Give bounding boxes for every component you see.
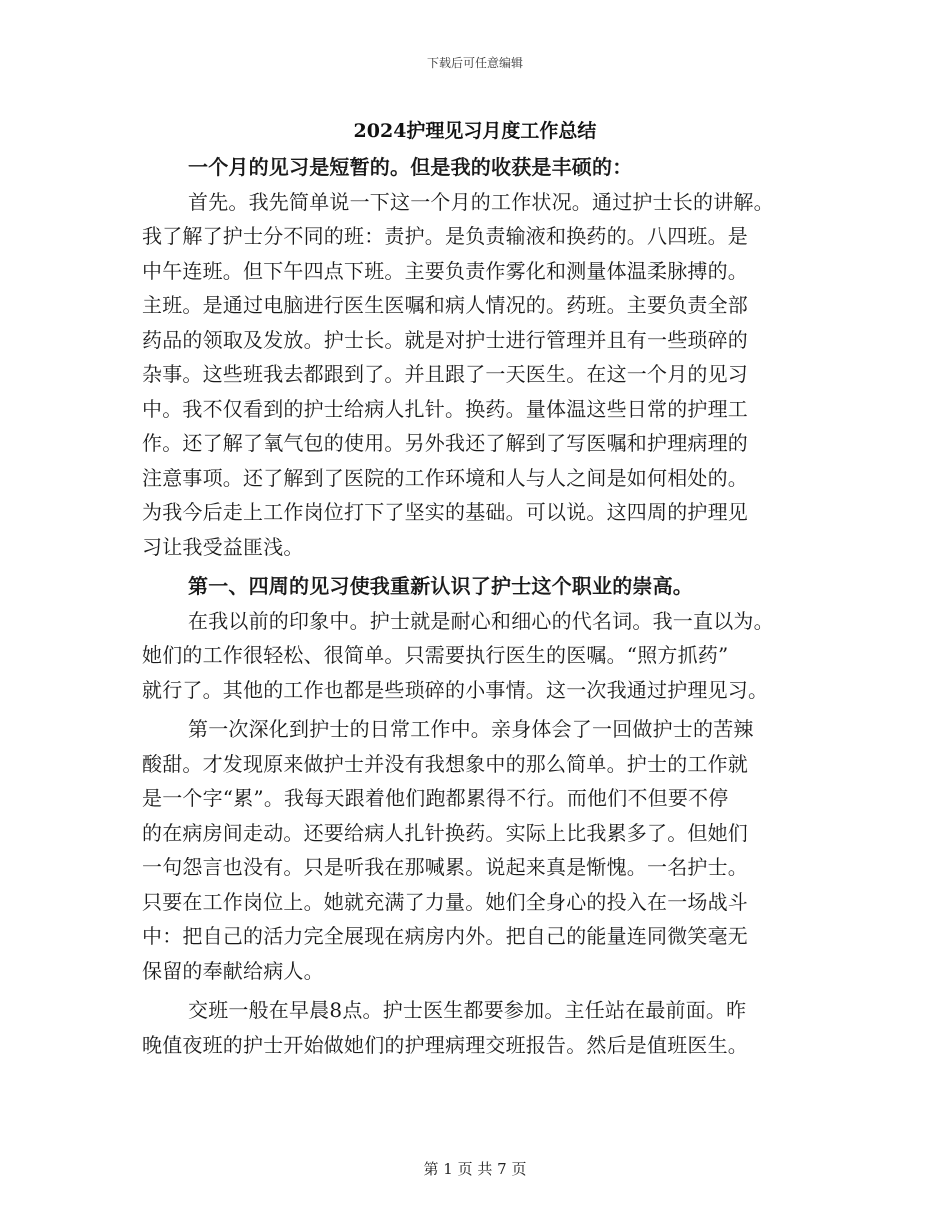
intro-heading: 一个月的见习是短暂的。但是我的收获是丰硕的： (188, 155, 633, 179)
paragraph-line: 注意事项。还了解到了医院的工作环境和人与人之间是如何相处的。 (142, 465, 748, 490)
paragraph-line: 主班。是通过电脑进行医生医嘱和病人情况的。药班。主要负责全部 (142, 293, 748, 317)
paragraph-line: 只要在工作岗位上。她就充满了力量。她们全身心的投入在一场战斗 (142, 889, 748, 914)
paragraph-line: 晚值夜班的护士开始做她们的护理病理交班报告。然后是值班医生。 (142, 1032, 748, 1057)
paragraph-line: 杂事。这些班我去都跟到了。并且跟了一天医生。在这一个月的见习 (142, 362, 748, 386)
paragraph-line: 我了解了护士分不同的班：责护。是负责输液和换药的。八四班。是 (142, 224, 748, 248)
paragraph-line: 是一个字“累”。我每天跟着他们跑都累得不行。而他们不但要不停 (142, 786, 729, 810)
paragraph-line: 第一次深化到护士的日常工作中。亲身体会了一回做护士的苦辣 (188, 717, 754, 741)
paragraph-line: 首先。我先简单说一下这一个月的工作状况。通过护士长的讲解。 (188, 189, 774, 214)
paragraph-line: 中：把自己的活力完全展现在病房内外。把自己的能量连同微笑毫无 (142, 924, 748, 948)
paragraph-4 (142, 993, 814, 1062)
paragraph-line: 中午连班。但下午四点下班。主要负责作雾化和测量体温柔脉搏的。 (142, 258, 748, 283)
paragraph-line: 交班一般在早晨8点。护士医生都要参加。主任站在最前面。昨 (188, 998, 747, 1022)
paragraph-1 (142, 185, 814, 565)
paragraph-line: 保留的奉献给病人。 (142, 958, 324, 983)
page-number: 第 1 页 共 7 页 (423, 1160, 527, 1178)
paragraph-3 (142, 712, 814, 988)
paragraph-line: 习让我受益匪浅。 (142, 534, 304, 559)
document-title: 2024护理见习月度工作总结 (353, 120, 597, 142)
paragraph-line: 一句怨言也没有。只是听我在那喊累。说起来真是惭愧。一名护士。 (142, 855, 748, 879)
paragraph-line: 在我以前的印象中。护士就是耐心和细心的代名词。我一直以为。 (188, 608, 774, 633)
paragraph-line: 就行了。其他的工作也都是些琐碎的小事情。这一次我通过护理见习。 (142, 677, 769, 702)
paragraph-line: 作。还了解了氧气包的使用。另外我还了解到了写医嘱和护理病理的 (142, 431, 748, 455)
page-header-note: 下载后可任意编辑 (426, 56, 523, 70)
document-body (142, 150, 814, 1062)
paragraph-line: 酸甜。才发现原来做护士并没有我想象中的那么简单。护士的工作就 (142, 751, 748, 776)
paragraph-line: 的在病房间走动。还要给病人扎针换药。实际上比我累多了。但她们 (142, 820, 748, 845)
paragraph-line: 中。我不仅看到的护士给病人扎针。换药。量体温这些日常的护理工 (142, 396, 748, 421)
paragraph-line: 为我今后走上工作岗位打下了坚实的基础。可以说。这四周的护理见 (142, 500, 748, 524)
section-heading: 第一、四周的见习使我重新认识了护士这个职业的崇高。 (188, 574, 693, 598)
paragraph-line: 药品的领取及发放。护士长。就是对护士进行管理并且有一些琐碎的 (142, 327, 748, 352)
paragraph-line: 她们的工作很轻松、很简单。只需要执行医生的医嘱。“照方抓药” (142, 643, 729, 667)
paragraph-2 (142, 604, 814, 708)
